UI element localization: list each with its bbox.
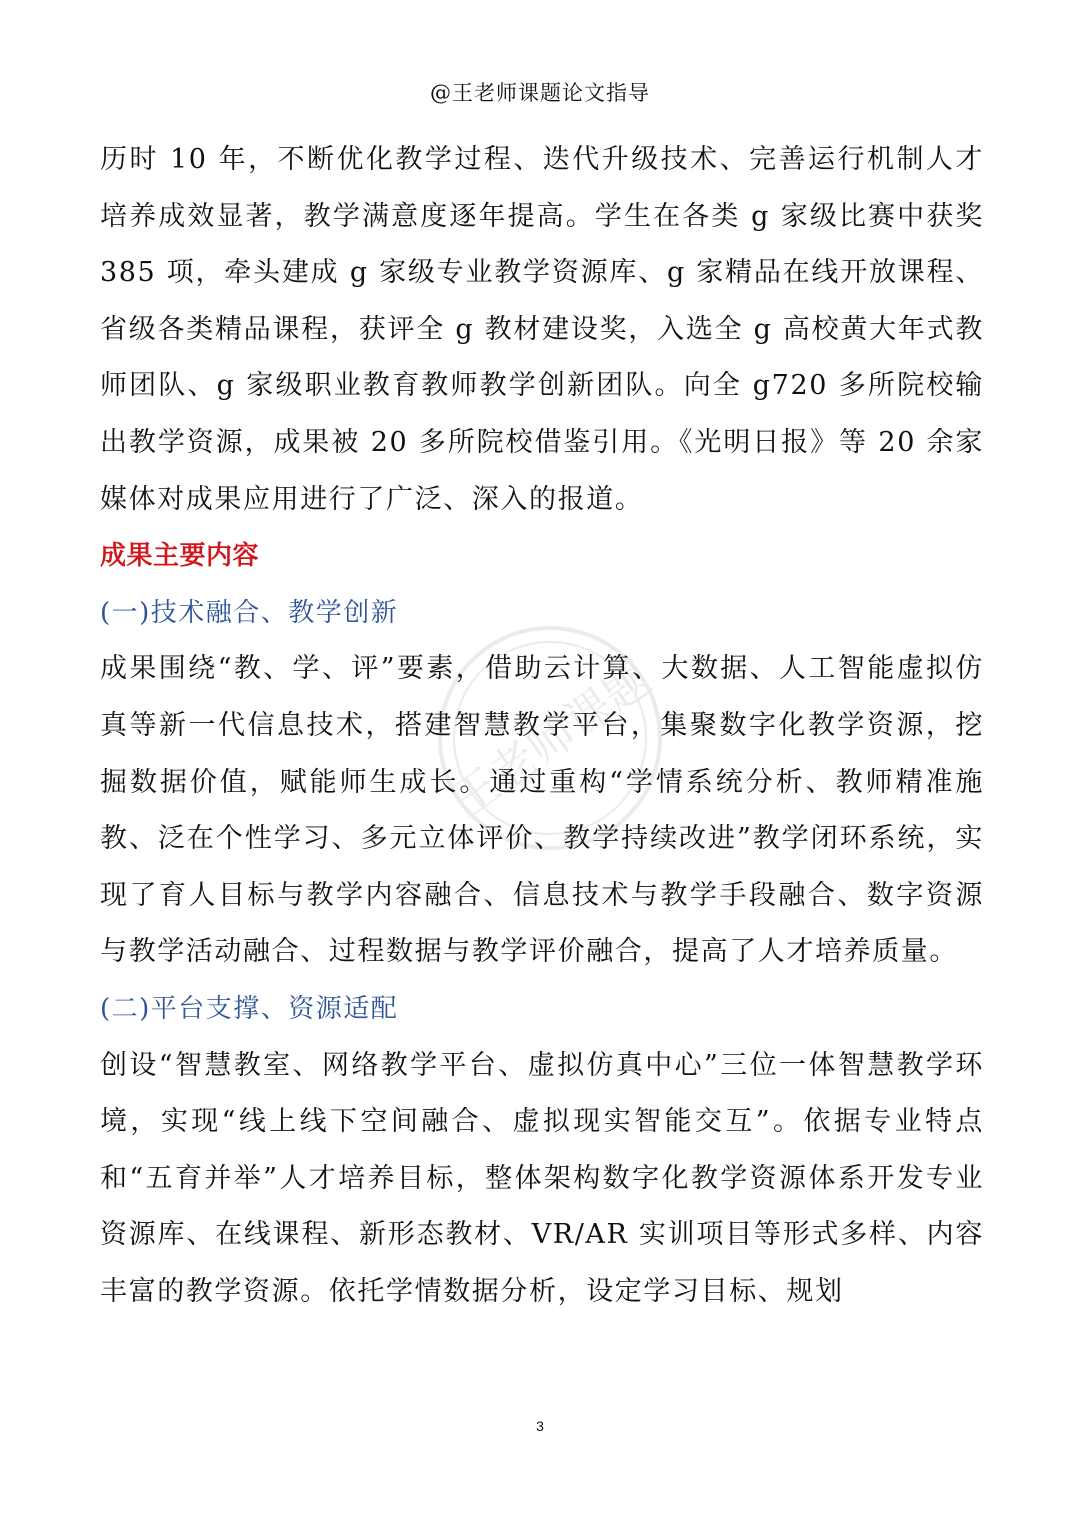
heading-main-content: 成果主要内容 xyxy=(100,541,260,572)
paragraph-section-2: 创设“智慧教室、网络教学平台、虚拟仿真中心”三位一体智慧教学环境，实现“线上线下空间融合、虚拟现实智能交互”。依据专业特点和“五育并举”人才培养目标，整体架构数字化教学资源体系开发专业资源库、在线课程、新形态教材、VR/AR 实训项目等形式多样、内容丰富的教学资源。依托学情数据分析，设定学习目标、规划 xyxy=(100,1049,984,1307)
heading-section-2: (二)平台支撑、资源适配 xyxy=(100,993,399,1024)
svg-text:王老师课题: 王老师课题 xyxy=(441,651,661,828)
page-number: 3 xyxy=(536,1418,544,1434)
page-content xyxy=(100,132,984,1320)
paragraph-intro: 历时 10 年，不断优化教学过程、迭代升级技术、完善运行机制人才培养成效显著，教学满意度逐年提高。学生在各类 g 家级比赛中获奖 385 项，牵头建成 g 家级专业教学资源库、g 家精品在线开放课程、省级各类精品课程，获评全 g 教材建设奖，入选全 g 高校黄大年式教师团队、g 家级职业教育教师教学创新团队。向全 g720 多所院校输出教学资源，成果被 20 多所院校借鉴引用。《光明日报》等 20 余家媒体对成果应用进行了广泛、深入的报道。 xyxy=(100,144,984,515)
paragraph-section-1: 成果围绕“教、学、评”要素，借助云计算、大数据、人工智能虚拟仿真等新一代信息技术，搭建智慧教学平台，集聚数字化教学资源，挖掘数据价值，赋能师生成长。通过重构“学情系统分析、教师精准施教、泛在个性学习、多元立体评价、教学持续改进”教学闭环系统，实现了育人目标与教学内容融合、信息技术与教学手段融合、数字资源与教学活动融合、过程数据与教学评价融合，提高了人才培养质量。 xyxy=(100,653,984,968)
heading-section-1: (一)技术融合、教学创新 xyxy=(100,597,399,628)
page-header: @王老师课题论文指导 xyxy=(430,81,650,105)
